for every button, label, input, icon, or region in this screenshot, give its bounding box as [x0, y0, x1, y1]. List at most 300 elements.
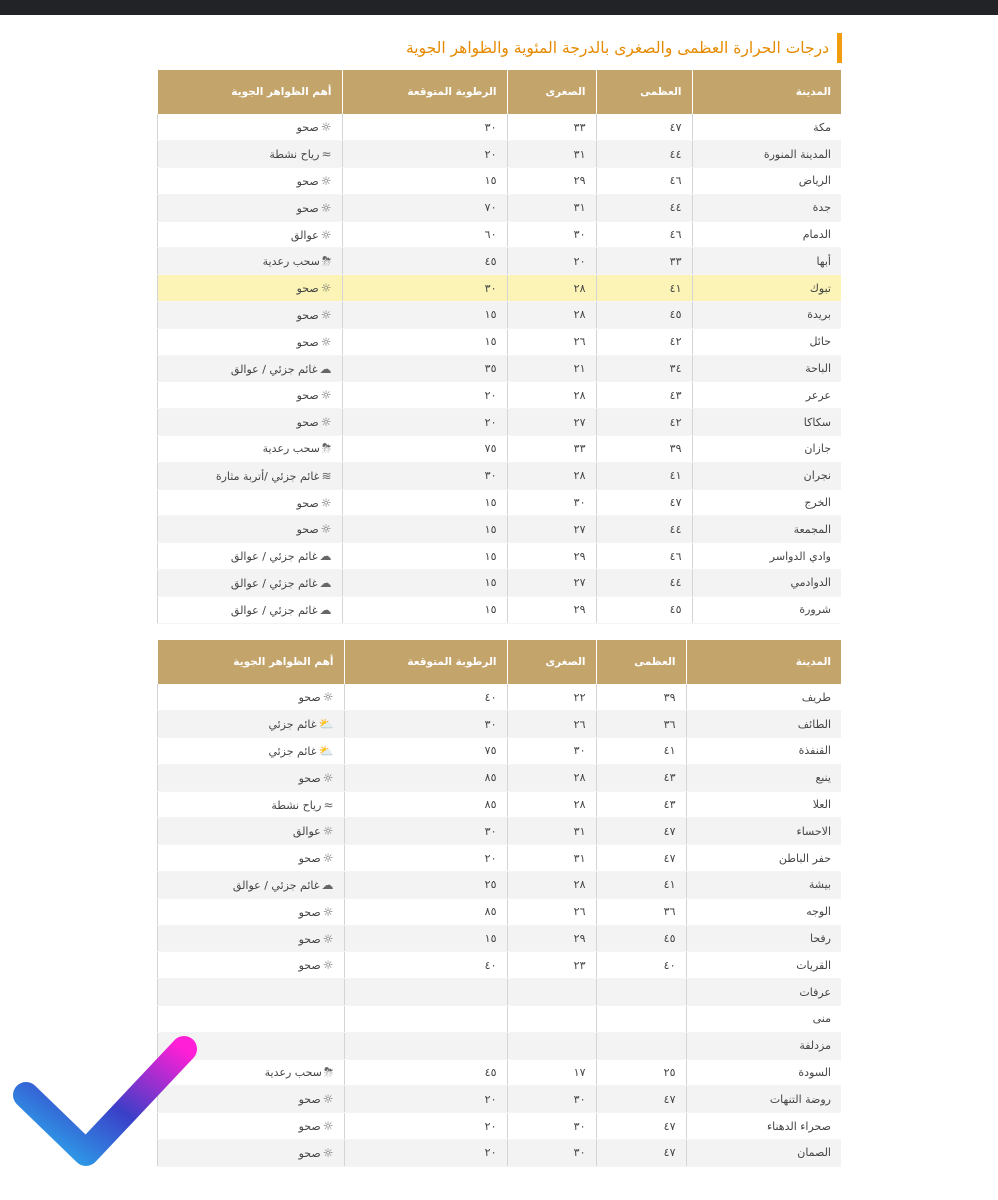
weather-icon: ☼ [322, 931, 334, 946]
page-title [406, 33, 842, 63]
humidity-cell: ٢٠ [344, 1086, 507, 1113]
table-row [157, 248, 841, 275]
weather-cell [157, 462, 342, 489]
weather-icon: ☼ [322, 824, 334, 839]
weather-icon: ⛅ [318, 743, 334, 758]
table-row [157, 764, 841, 791]
humidity-cell: ٤٥ [342, 248, 507, 275]
weather-text: غائم جزئي / عوالق [230, 550, 318, 564]
weather-icon: ⛈ [321, 253, 332, 268]
city-cell: مزدلفة [686, 1032, 841, 1059]
min-temp-cell: ٢٧ [507, 570, 596, 597]
weather-text: صحو [298, 852, 321, 866]
min-temp-cell: ٣١ [507, 818, 596, 845]
table-row [157, 1086, 841, 1113]
weather-text: صحو [298, 691, 321, 705]
table-row [157, 596, 841, 623]
humidity-cell: ٤٠ [344, 952, 507, 979]
weather-text: صحو [296, 523, 319, 537]
table-row [157, 1113, 841, 1140]
weather-text: صحو [296, 335, 319, 349]
weather-icon: ☼ [322, 958, 334, 973]
weather-text: صحو [296, 282, 319, 296]
table-1-body [157, 114, 841, 623]
humidity-cell: ١٥ [344, 925, 507, 952]
weather-cell [157, 328, 342, 355]
weather-text: عوالق [290, 228, 319, 242]
min-temp-cell: ٣٠ [507, 1140, 596, 1167]
city-cell: المدينة المنورة [692, 141, 841, 168]
table-row [157, 1059, 841, 1086]
max-temp-cell: ٤٢ [596, 328, 692, 355]
weather-cell [157, 275, 342, 302]
humidity-cell: ٢٠ [342, 409, 507, 436]
humidity-cell: ٨٥ [344, 898, 507, 925]
table-row [157, 302, 841, 329]
table-2-body [157, 684, 841, 1166]
max-temp-cell: ٣٣ [596, 248, 692, 275]
humidity-cell: ٣٠ [342, 275, 507, 302]
weather-text: صحو [296, 496, 319, 510]
weather-text: صحو [296, 121, 319, 135]
city-cell: وادي الدواسر [692, 543, 841, 570]
min-temp-cell: ٣٠ [507, 1113, 596, 1140]
weather-text: صحو [298, 771, 321, 785]
city-cell: بيشة [686, 872, 841, 899]
weather-icon: ☼ [320, 334, 332, 349]
min-temp-cell: ٢٢ [507, 684, 596, 711]
weather-cell [157, 302, 342, 329]
title-accent-bar [837, 33, 842, 63]
min-temp-cell: ١٧ [507, 1059, 596, 1086]
max-temp-cell: ٤٤ [596, 516, 692, 543]
min-temp-cell: ٢٧ [507, 409, 596, 436]
city-cell: الاحساء [686, 818, 841, 845]
weather-text: غائم جزئي / عوالق [232, 878, 320, 892]
city-cell: الخرج [692, 489, 841, 516]
weather-icon: ☼ [320, 522, 332, 537]
city-cell: الدوادمي [692, 570, 841, 597]
top-bar [0, 0, 998, 15]
humidity-cell: ١٥ [342, 570, 507, 597]
table-row [157, 738, 841, 765]
min-temp-cell: ٣٣ [507, 436, 596, 463]
city-cell: شرورة [692, 596, 841, 623]
humidity-cell: ٧٥ [342, 436, 507, 463]
weather-cell [157, 898, 344, 925]
humidity-cell: ٢٠ [344, 845, 507, 872]
min-temp-cell: ٣١ [507, 194, 596, 221]
min-temp-cell: ٢٨ [507, 462, 596, 489]
min-temp-cell: ٢٨ [507, 302, 596, 329]
weather-cell [157, 409, 342, 436]
max-temp-cell: ٤٠ [596, 952, 686, 979]
humidity-cell: ٢٠ [342, 141, 507, 168]
max-temp-cell: ٣٦ [596, 898, 686, 925]
table-header-row [157, 70, 841, 114]
min-temp-cell: ٢٩ [507, 543, 596, 570]
max-temp-cell: ٣٦ [596, 711, 686, 738]
humidity-cell: ٣٥ [342, 355, 507, 382]
weather-icon: ☼ [320, 173, 332, 188]
humidity-cell: ١٥ [342, 596, 507, 623]
min-temp-cell [507, 1006, 596, 1033]
header-min: الصغرى [507, 640, 596, 684]
weather-cell [157, 516, 342, 543]
weather-text: غائم جزئي / عوالق [230, 362, 318, 376]
humidity-cell: ٣٠ [342, 114, 507, 141]
table-row [157, 791, 841, 818]
min-temp-cell: ٣١ [507, 141, 596, 168]
max-temp-cell: ٤٧ [596, 1140, 686, 1167]
max-temp-cell: ٤٧ [596, 114, 692, 141]
city-cell: روضة التنهات [686, 1086, 841, 1113]
weather-text: صحو [296, 416, 319, 430]
city-cell: المجمعة [692, 516, 841, 543]
humidity-cell: ١٥ [342, 328, 507, 355]
weather-text: غائم جزئي / عوالق [230, 576, 318, 590]
city-cell: جدة [692, 194, 841, 221]
city-cell: العلا [686, 791, 841, 818]
city-cell: صحراء الدهناء [686, 1113, 841, 1140]
weather-icon: ☁ [319, 575, 332, 590]
table-row [157, 355, 841, 382]
max-temp-cell: ٤٦ [596, 221, 692, 248]
header-max: العظمى [596, 70, 692, 114]
humidity-cell [344, 1006, 507, 1033]
table-row [157, 328, 841, 355]
city-cell: جازان [692, 436, 841, 463]
max-temp-cell [596, 979, 686, 1006]
weather-icon: ☁ [319, 361, 332, 376]
table-row [157, 979, 841, 1006]
weather-text: صحو [298, 1146, 321, 1160]
city-cell: حائل [692, 328, 841, 355]
weather-cell [157, 684, 344, 711]
weather-icon: ☼ [320, 307, 332, 322]
max-temp-cell: ٤٦ [596, 543, 692, 570]
table-row [157, 409, 841, 436]
weather-cell [157, 872, 344, 899]
humidity-cell [344, 1032, 507, 1059]
weather-cell [157, 596, 342, 623]
weather-icon: ☼ [320, 388, 332, 403]
weather-icon: ☼ [320, 120, 332, 135]
min-temp-cell: ٢٨ [507, 764, 596, 791]
min-temp-cell: ٢٧ [507, 516, 596, 543]
weather-icon: ☁ [319, 549, 332, 564]
weather-text: غائم جزئي [268, 718, 317, 732]
humidity-cell: ٧٠ [342, 194, 507, 221]
max-temp-cell [596, 1032, 686, 1059]
weather-text: صحو [298, 932, 321, 946]
humidity-cell: ١٥ [342, 489, 507, 516]
weather-cell [157, 141, 342, 168]
city-cell: عرفات [686, 979, 841, 1006]
min-temp-cell [507, 1032, 596, 1059]
min-temp-cell: ٢٨ [507, 382, 596, 409]
page-title-text: درجات الحرارة العظمى والصغرى بالدرجة المئوية والظواهر الجوية [406, 39, 829, 57]
weather-icon: ☼ [320, 415, 332, 430]
header-city: المدينة [692, 70, 841, 114]
max-temp-cell: ٤٧ [596, 489, 692, 516]
weather-icon: ☼ [322, 770, 334, 785]
city-cell: مكة [692, 114, 841, 141]
max-temp-cell: ٤١ [596, 275, 692, 302]
table-row [157, 1006, 841, 1033]
max-temp-cell: ٤٧ [596, 1086, 686, 1113]
table-row [157, 711, 841, 738]
weather-text: صحو [298, 959, 321, 973]
city-cell: الوجه [686, 898, 841, 925]
header-city: المدينة [686, 640, 841, 684]
city-cell: سكاكا [692, 409, 841, 436]
weather-table-2 [157, 640, 842, 1167]
weather-text: سحب رعدية [262, 442, 320, 456]
humidity-cell: ٢٠ [344, 1140, 507, 1167]
max-temp-cell: ٤٦ [596, 168, 692, 195]
city-cell: القريات [686, 952, 841, 979]
humidity-cell: ٢٥ [344, 872, 507, 899]
weather-cell [157, 738, 344, 765]
max-temp-cell: ٤٧ [596, 818, 686, 845]
min-temp-cell: ٣٣ [507, 114, 596, 141]
max-temp-cell: ٣٩ [596, 436, 692, 463]
weather-text: غائم جزئي [268, 744, 317, 758]
city-cell: الطائف [686, 711, 841, 738]
weather-text: صحو [298, 1120, 321, 1134]
weather-text: غائم جزئي /أتربة مثارة [215, 469, 320, 483]
humidity-cell: ٣٠ [344, 711, 507, 738]
min-temp-cell: ٢٦ [507, 328, 596, 355]
max-temp-cell: ٤١ [596, 872, 686, 899]
min-temp-cell: ٢٦ [507, 898, 596, 925]
max-temp-cell: ٤٤ [596, 570, 692, 597]
header-weather: أهم الظواهر الجوية [157, 70, 342, 114]
max-temp-cell: ٤١ [596, 738, 686, 765]
city-cell: رفحا [686, 925, 841, 952]
weather-text: رياح نشطة [271, 798, 322, 812]
city-cell: ينبع [686, 764, 841, 791]
max-temp-cell: ٣٩ [596, 684, 686, 711]
min-temp-cell: ٣٠ [507, 221, 596, 248]
table-row [157, 1032, 841, 1059]
weather-icon: ☼ [322, 1145, 334, 1160]
header-weather: أهم الظواهر الجوية [157, 640, 344, 684]
table-row [157, 818, 841, 845]
weather-table-2-wrapper [157, 640, 841, 1167]
max-temp-cell: ٤٧ [596, 1113, 686, 1140]
weather-icon: ☁ [321, 877, 334, 892]
table-row [157, 845, 841, 872]
humidity-cell: ١٥ [342, 543, 507, 570]
weather-icon: ⛈ [321, 441, 332, 456]
weather-text: صحو [296, 201, 319, 215]
humidity-cell: ٨٥ [344, 764, 507, 791]
table-row [157, 489, 841, 516]
max-temp-cell: ٤٤ [596, 141, 692, 168]
header-humidity: الرطوبة المتوقعة [342, 70, 507, 114]
weather-cell [157, 382, 342, 409]
city-cell: الدمام [692, 221, 841, 248]
checkmark-logo-icon [8, 1035, 198, 1170]
humidity-cell: ٣٠ [342, 462, 507, 489]
humidity-cell: ٤٠ [344, 684, 507, 711]
humidity-cell: ٦٠ [342, 221, 507, 248]
min-temp-cell: ٢٣ [507, 952, 596, 979]
max-temp-cell: ٤٢ [596, 409, 692, 436]
max-temp-cell: ٤٣ [596, 791, 686, 818]
weather-table-1-wrapper [157, 70, 841, 624]
humidity-cell [344, 979, 507, 1006]
city-cell: نجران [692, 462, 841, 489]
table-row [157, 141, 841, 168]
min-temp-cell: ٣٠ [507, 738, 596, 765]
city-cell: الباحة [692, 355, 841, 382]
min-temp-cell: ٢٩ [507, 168, 596, 195]
humidity-cell: ١٥ [342, 516, 507, 543]
weather-text: صحو [296, 389, 319, 403]
min-temp-cell: ٢٦ [507, 711, 596, 738]
city-cell: منى [686, 1006, 841, 1033]
weather-icon: ≈ [321, 147, 332, 162]
weather-icon: ≈ [323, 797, 334, 812]
max-temp-cell: ٤٥ [596, 302, 692, 329]
min-temp-cell: ٣١ [507, 845, 596, 872]
weather-icon: ☼ [322, 1092, 334, 1107]
max-temp-cell: ٣٤ [596, 355, 692, 382]
min-temp-cell: ٢٩ [507, 596, 596, 623]
weather-icon: ☼ [320, 227, 332, 242]
weather-icon: ☼ [322, 851, 334, 866]
weather-text: عوالق [292, 825, 321, 839]
city-cell: السودة [686, 1059, 841, 1086]
min-temp-cell: ٢٨ [507, 872, 596, 899]
humidity-cell: ٧٥ [344, 738, 507, 765]
weather-cell [157, 979, 344, 1006]
table-row [157, 684, 841, 711]
humidity-cell: ٢٠ [344, 1113, 507, 1140]
weather-text: رياح نشطة [269, 148, 320, 162]
weather-text: صحو [296, 308, 319, 322]
max-temp-cell: ٤٣ [596, 382, 692, 409]
weather-icon: ☼ [322, 690, 334, 705]
weather-icon: ≋ [321, 468, 332, 483]
weather-cell [157, 168, 342, 195]
humidity-cell: ١٥ [342, 168, 507, 195]
min-temp-cell: ٢٩ [507, 925, 596, 952]
weather-icon: ☼ [320, 281, 332, 296]
city-cell: طريف [686, 684, 841, 711]
humidity-cell: ١٥ [342, 302, 507, 329]
table-row [157, 275, 841, 302]
table-row [157, 221, 841, 248]
weather-cell [157, 543, 342, 570]
humidity-cell: ٣٠ [344, 818, 507, 845]
table-row [157, 898, 841, 925]
weather-text: صحو [298, 905, 321, 919]
weather-cell [157, 194, 342, 221]
weather-icon: ☁ [319, 602, 332, 617]
weather-text: صحو [296, 174, 319, 188]
humidity-cell: ٨٥ [344, 791, 507, 818]
table-row [157, 872, 841, 899]
weather-cell [157, 1006, 344, 1033]
weather-cell [157, 114, 342, 141]
header-min: الصغرى [507, 70, 596, 114]
weather-text: سحب رعدية [264, 1066, 322, 1080]
weather-text: غائم جزئي / عوالق [230, 603, 318, 617]
table-row [157, 952, 841, 979]
humidity-cell: ٤٥ [344, 1059, 507, 1086]
header-max: العظمى [596, 640, 686, 684]
max-temp-cell: ٤٥ [596, 925, 686, 952]
weather-icon: ☼ [322, 904, 334, 919]
weather-cell [157, 436, 342, 463]
weather-cell [157, 248, 342, 275]
weather-table-1 [157, 70, 842, 624]
max-temp-cell: ٤٤ [596, 194, 692, 221]
table-row [157, 570, 841, 597]
weather-cell [157, 845, 344, 872]
table-row [157, 516, 841, 543]
min-temp-cell: ٣٠ [507, 1086, 596, 1113]
max-temp-cell: ٤٧ [596, 845, 686, 872]
weather-cell [157, 818, 344, 845]
weather-icon: ☼ [320, 200, 332, 215]
max-temp-cell: ٤١ [596, 462, 692, 489]
city-cell: عرعر [692, 382, 841, 409]
min-temp-cell: ٣٠ [507, 489, 596, 516]
max-temp-cell [596, 1006, 686, 1033]
weather-icon: ☼ [320, 495, 332, 510]
city-cell: حفر الباطن [686, 845, 841, 872]
city-cell: القنفذة [686, 738, 841, 765]
weather-icon: ⛅ [318, 717, 334, 732]
table-row [157, 436, 841, 463]
header-humidity: الرطوبة المتوقعة [344, 640, 507, 684]
min-temp-cell: ٢٨ [507, 791, 596, 818]
city-cell: الصمان [686, 1140, 841, 1167]
min-temp-cell [507, 979, 596, 1006]
weather-icon: ⛈ [323, 1065, 334, 1080]
min-temp-cell: ٢٨ [507, 275, 596, 302]
weather-cell [157, 570, 342, 597]
max-temp-cell: ٤٥ [596, 596, 692, 623]
weather-cell [157, 791, 344, 818]
weather-cell [157, 925, 344, 952]
city-cell: بريدة [692, 302, 841, 329]
weather-icon: ☼ [322, 1119, 334, 1134]
weather-cell [157, 711, 344, 738]
table-row [157, 925, 841, 952]
table-row [157, 382, 841, 409]
weather-text: سحب رعدية [262, 254, 320, 268]
min-temp-cell: ٢١ [507, 355, 596, 382]
min-temp-cell: ٢٠ [507, 248, 596, 275]
table-row [157, 462, 841, 489]
weather-cell [157, 764, 344, 791]
city-cell: أبها [692, 248, 841, 275]
humidity-cell: ٢٠ [342, 382, 507, 409]
max-temp-cell: ٢٥ [596, 1059, 686, 1086]
weather-text: صحو [298, 1093, 321, 1107]
weather-cell [157, 489, 342, 516]
city-cell: الرياض [692, 168, 841, 195]
table-row [157, 168, 841, 195]
table-row [157, 1140, 841, 1167]
weather-cell [157, 355, 342, 382]
